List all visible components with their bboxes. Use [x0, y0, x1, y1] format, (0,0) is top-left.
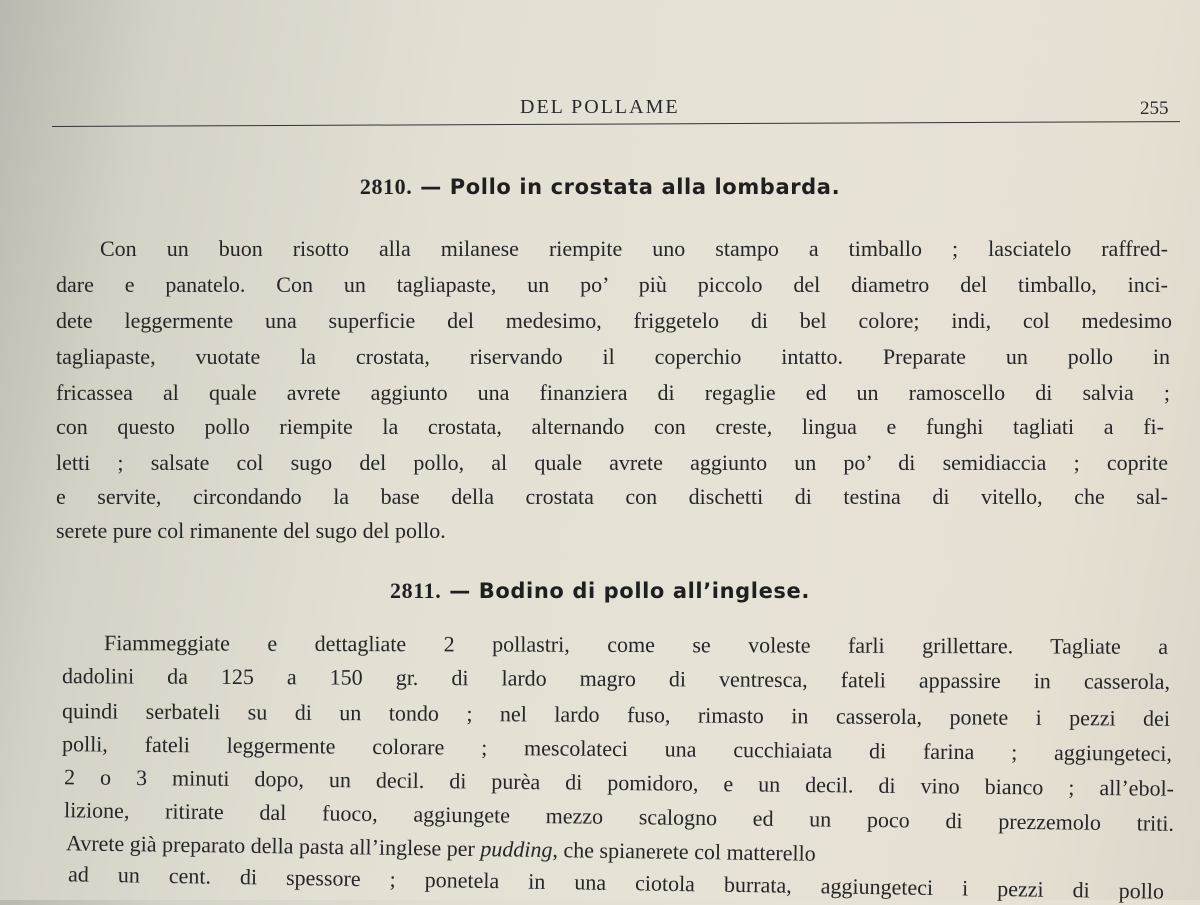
text-line: fricassea al quale avrete aggiunto una finanziera di regaglie ed un ramoscello di salvia ; [56, 380, 1170, 405]
text-line: tagliapaste, vuotate la crostata, riservando il coperchio intatto. Preparate un pollo in [56, 344, 1170, 369]
text-line: 2 o 3 minuti dopo, un decil. di purèa di pomidoro, e un decil. di vino bianco ; all’ebol- [63, 764, 1175, 801]
text-line: serete pure col rimanente del sugo del pollo. [56, 518, 446, 543]
text-line: e servite, circondando la base della crostata con dischetti di testina di vitello, che sal- [56, 484, 1168, 509]
recipe-name: Bodino di pollo all’inglese. [478, 579, 810, 603]
text-line: dete leggermente una superficie del medesimo, friggetelo di bel colore; indi, col medesimo [56, 308, 1172, 333]
text-line: con questo pollo riempite la crostata, alternando con creste, lingua e funghi tagliati a fi- [56, 414, 1164, 439]
text-line: Con un buon risotto alla milanese riempite uno stampo a timballo ; lasciatelo raffred- [100, 236, 1168, 261]
recipe-title-2811 [0, 578, 1200, 604]
text-line: letti ; salsate col sugo del pollo, al quale avrete aggiunto un po’ di semidiaccia ; coprite [56, 450, 1168, 475]
text-line: dadolini da 125 a 150 gr. di lardo magro di ventresca, fateli appassire in casserola, [61, 663, 1171, 694]
running-head [0, 96, 1200, 122]
text-line: lizione, ritirate dal fuoco, aggiungete mezzo scalogno ed un poco di prezzemolo triti. [63, 797, 1175, 836]
recipe-number: 2810. [359, 174, 413, 199]
text-line: ad un cent. di spessore ; ponetela in una ciotola burrata, aggiungeteci i pezzi di pollo [67, 861, 1165, 904]
running-title: DEL POLLAME [520, 96, 680, 118]
page-number: 255 [1140, 98, 1169, 119]
title-dash: — [441, 579, 479, 603]
title-dash: — [412, 175, 450, 199]
recipe-name: Pollo in crostata alla lombarda. [449, 175, 841, 199]
italic-word: pudding [480, 836, 553, 863]
text-line: quindi serbateli su di un tondo ; nel lardo fuso, rimasto in casserola, ponete i pezzi dei [61, 698, 1171, 731]
recipe-title-2810 [0, 174, 1200, 200]
line-end: , che spianerete col matterello [552, 837, 816, 866]
recipe-number: 2811. [390, 578, 442, 603]
text-line: polli, fateli leggermente colorare ; mescolateci una cucchiaiata di farina ; aggiungeteci, [61, 731, 1173, 766]
text-line: dare e panatelo. Con un tagliapaste, un po’ più piccolo del diametro del timballo, inci- [56, 272, 1168, 297]
text-line: Fiammeggiate e dettagliate 2 pollastri, come se voleste farli grillettare. Tagliate a [103, 630, 1169, 659]
line-start: Avrete già preparato della pasta all’inglese per [65, 830, 476, 861]
